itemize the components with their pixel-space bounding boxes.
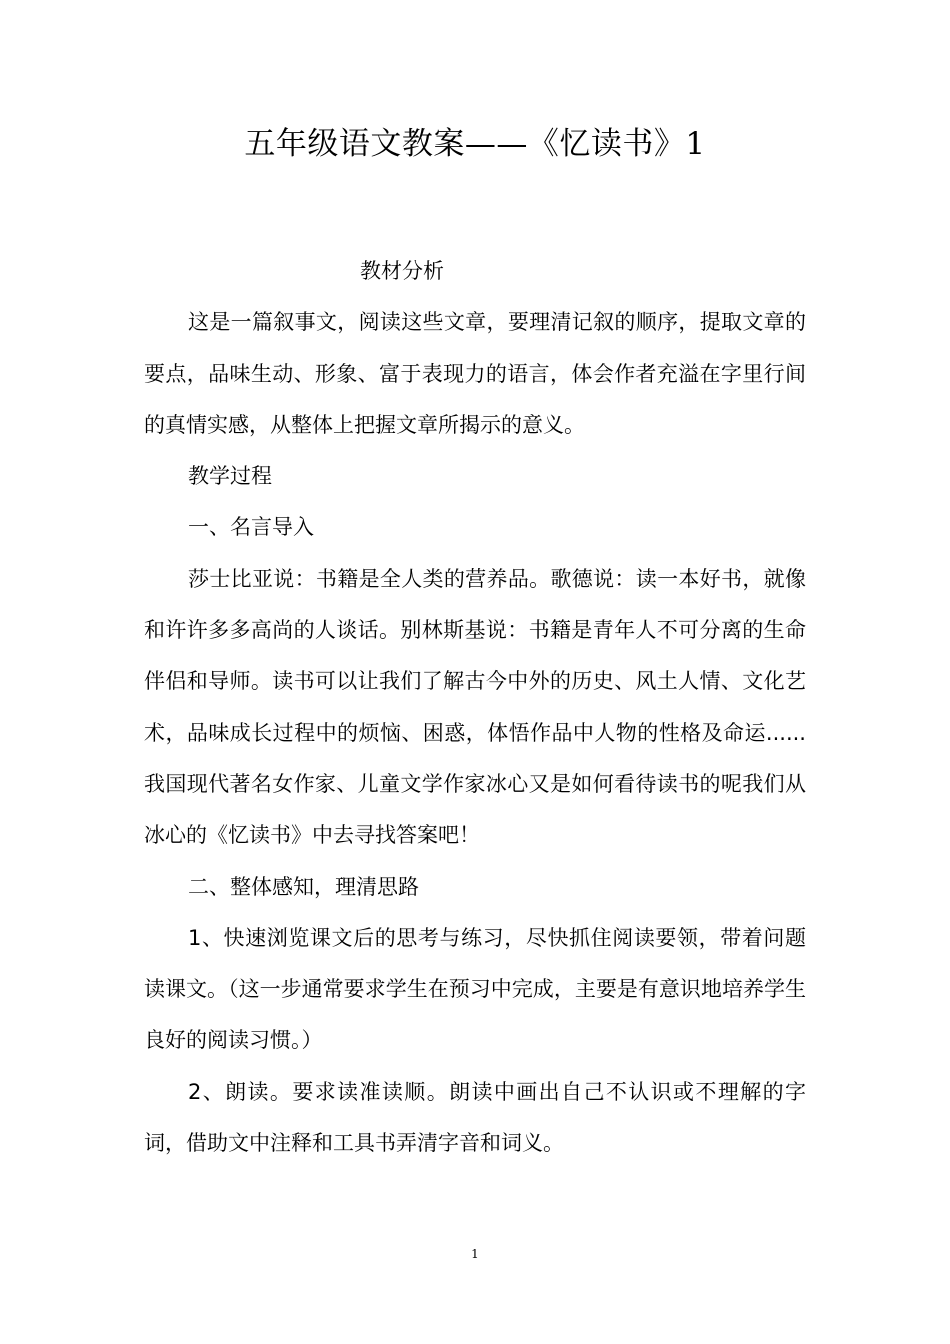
paragraph-step-2: 2、朗读。要求读准读顺。朗读中画出自己不认识或不理解的字词，借助文中注释和工具书弄清字音和词义。 [144, 1079, 806, 1156]
section-heading-material-analysis: 教材分析 [360, 259, 444, 283]
section-heading-teaching-process: 教学过程 [188, 464, 272, 489]
paragraph-step-1: 1、快速浏览课文后的思考与练习，尽快抓住阅读要领，带着问题读课文。（这一步通常要求学生在预习中完成，主要是有意识地培养学生良好的阅读习惯。） [144, 925, 806, 1053]
section-heading-quote-intro: 一、名言导入 [188, 515, 314, 540]
paragraph-material-analysis: 这是一篇叙事文，阅读这些文章，要理清记叙的顺序，提取文章的要点，品味生动、形象、富于表现力的语言，体会作者充溢在字里行间的真情实感，从整体上把握文章所揭示的意义。 [144, 310, 806, 437]
section-heading-overall-perception: 二、整体感知，理清思路 [188, 874, 419, 899]
page-number: 1 [471, 1247, 479, 1261]
document-title: 五年级语文教案——《忆读书》1 [244, 126, 706, 162]
paragraph-quotes: 莎士比亚说：书籍是全人类的营养品。歌德说：读一本好书，就像和许许多多高尚的人谈话。别林斯基说：书籍是青年人不可分离的生命伴侣和导师。读书可以让我们了解古今中外的历史、风土人情、文化艺术，品味成长过程中的烦恼、困惑，体悟作品中人物的性格及命运......我国现代著名女作家、儿童文学作家冰心又是如何看待读书的呢我们从冰心的《忆读书》中去寻找答案吧！ [144, 566, 806, 848]
document-body [144, 246, 806, 1169]
